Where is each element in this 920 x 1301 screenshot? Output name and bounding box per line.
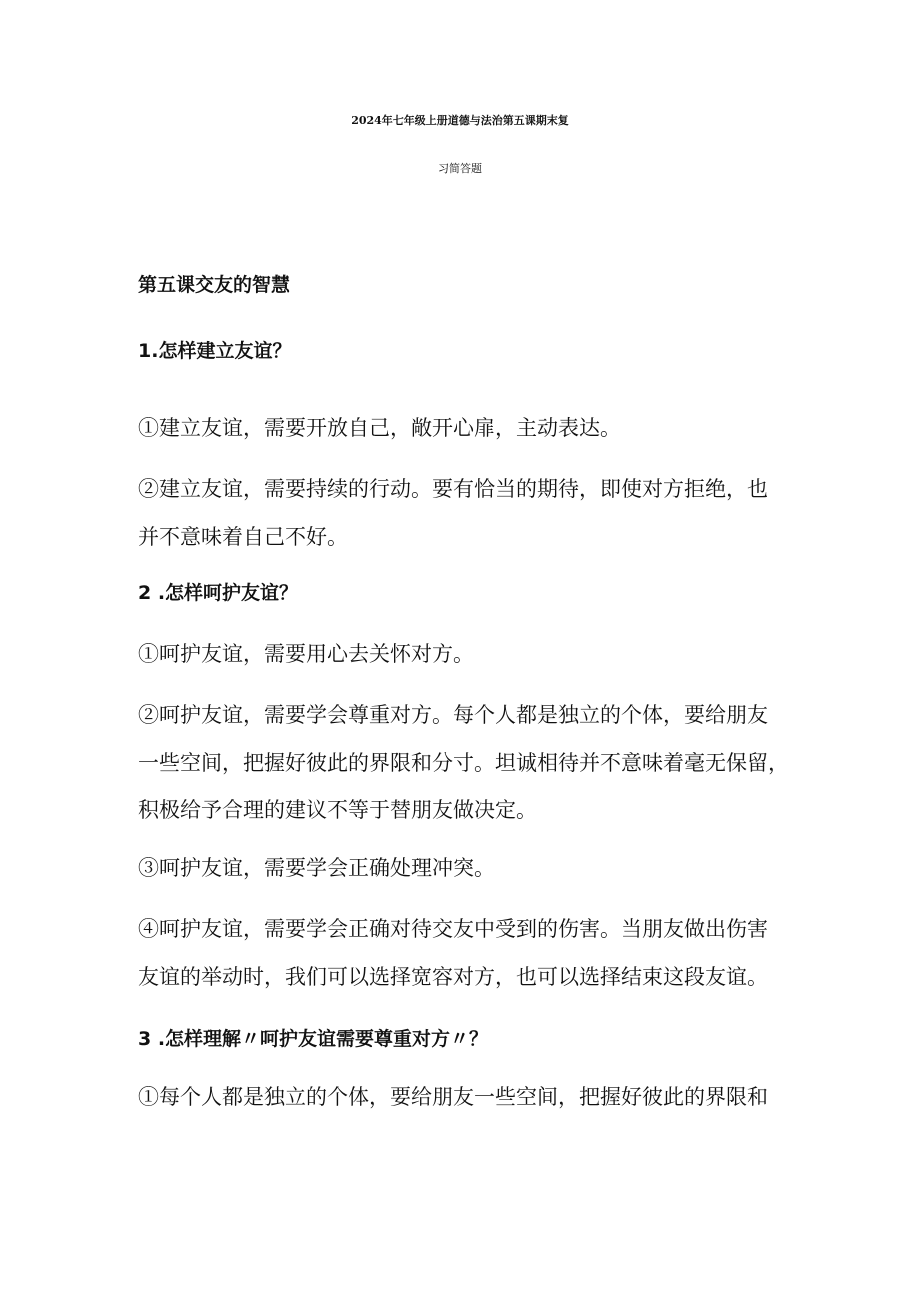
document-title-line-2: 习简答题 (438, 162, 482, 175)
q2-answer-2-line-2: 一些空间，把握好彼此的界限和分寸。坦诚相待并不意味着毫无保留， (138, 751, 789, 775)
q2-answer-4-line-2: 友谊的举动时，我们可以选择宽容对方，也可以选择结束这段友谊。 (138, 965, 768, 989)
q2-answer-4-line-1: ④呵护友谊，需要学会正确对待交友中受到的伤害。当朋友做出伤害 (138, 917, 768, 941)
q2-answer-1: ①呵护友谊，需要用心去关怀对方。 (138, 642, 474, 666)
q1-answer-2-line-2: 并不意味着自己不好。 (138, 525, 348, 549)
q1-answer-2-line-1: ②建立友谊，需要持续的行动。要有恰当的期待，即使对方拒绝，也 (138, 477, 768, 501)
q3-answer-1-line-1: ①每个人都是独立的个体，要给朋友一些空间，把握好彼此的界限和 (138, 1085, 768, 1109)
q2-answer-2-line-1: ②呵护友谊，需要学会尊重对方。每个人都是独立的个体，要给朋友 (138, 703, 768, 727)
q2-answer-2-line-3: 积极给予合理的建议不等于替朋友做决定。 (138, 798, 537, 822)
question-3: 3 .怎样理解〃呵护友谊需要尊重对方〃？ (138, 1028, 489, 1050)
document-title-line-1: 2024年七年级上册道德与法治第五课期末复 (351, 114, 569, 127)
q1-answer-1: ①建立友谊，需要开放自己，敞开心扉，主动表达。 (138, 416, 621, 440)
q2-answer-3: ③呵护友谊，需要学会正确处理冲突。 (138, 856, 495, 880)
lesson-heading: 第五课交友的智慧 (138, 274, 291, 296)
question-1: 1.怎样建立友谊？ (138, 340, 292, 362)
question-2: 2 .怎样呵护友谊？ (138, 582, 299, 604)
